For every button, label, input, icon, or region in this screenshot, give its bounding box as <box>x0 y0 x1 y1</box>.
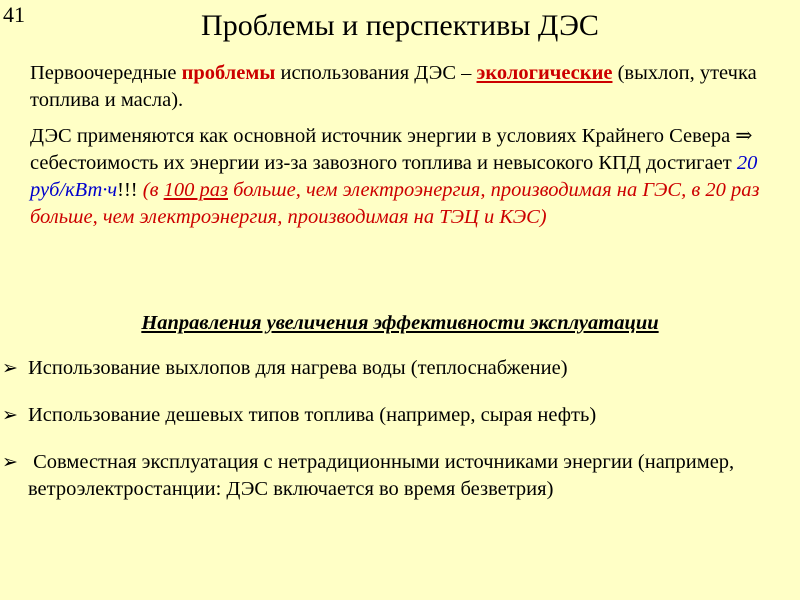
implies-arrow-icon: ⇒ <box>735 125 753 147</box>
problems-keyword: проблемы <box>181 62 276 84</box>
slide-number: 41 <box>3 2 25 27</box>
p2-mid: себестоимость их энергии из-за завозного топлива и невысокого КПД достигает <box>30 152 737 174</box>
directions-list <box>2 355 792 503</box>
arrow-bullet-icon: ➢ <box>2 357 18 379</box>
ecological-keyword: экологические <box>476 62 613 84</box>
arrow-bullet-icon: ➢ <box>2 404 18 426</box>
list-item-text: Совместная эксплуатация с нетрадиционными источниками энергии (например, ветроэлектростанции: ДЭС включается во время безветрия) <box>28 451 740 500</box>
p1-start: Первоочередные <box>30 62 182 84</box>
cost-paragraph <box>30 123 790 231</box>
p1-end: (выхлоп, утечка топлива и масла). <box>30 62 757 111</box>
list-item <box>2 402 792 429</box>
directions-heading: Направления увеличения эффективности эксплуатации <box>141 312 659 334</box>
p1-mid: использования ДЭС – <box>275 62 477 84</box>
price-value: 20 руб/кВт·ч <box>30 152 758 201</box>
p2-start: ДЭС применяются как основной источник энергии в условиях Крайнего Севера <box>30 125 736 147</box>
list-item-text: Использование дешевых типов топлива (например, сырая нефть) <box>28 404 597 426</box>
slide-title: Проблемы и перспективы ДЭС <box>201 9 599 42</box>
problems-section <box>30 60 790 231</box>
list-item <box>2 355 792 382</box>
list-item-text: Использование выхлопов для нагрева воды (теплоснабжение) <box>28 357 568 379</box>
exclamation: !!! <box>117 179 143 201</box>
list-item <box>2 449 792 503</box>
arrow-bullet-icon: ➢ <box>2 451 18 473</box>
comparison-note: (в 100 раз больше, чем электроэнергия, производимая на ГЭС, в 20 раз больше, чем электроэнергия, производимая на ТЭЦ и КЭС) <box>30 179 760 228</box>
problems-paragraph <box>30 60 790 114</box>
hundred-times: 100 раз <box>163 179 228 201</box>
